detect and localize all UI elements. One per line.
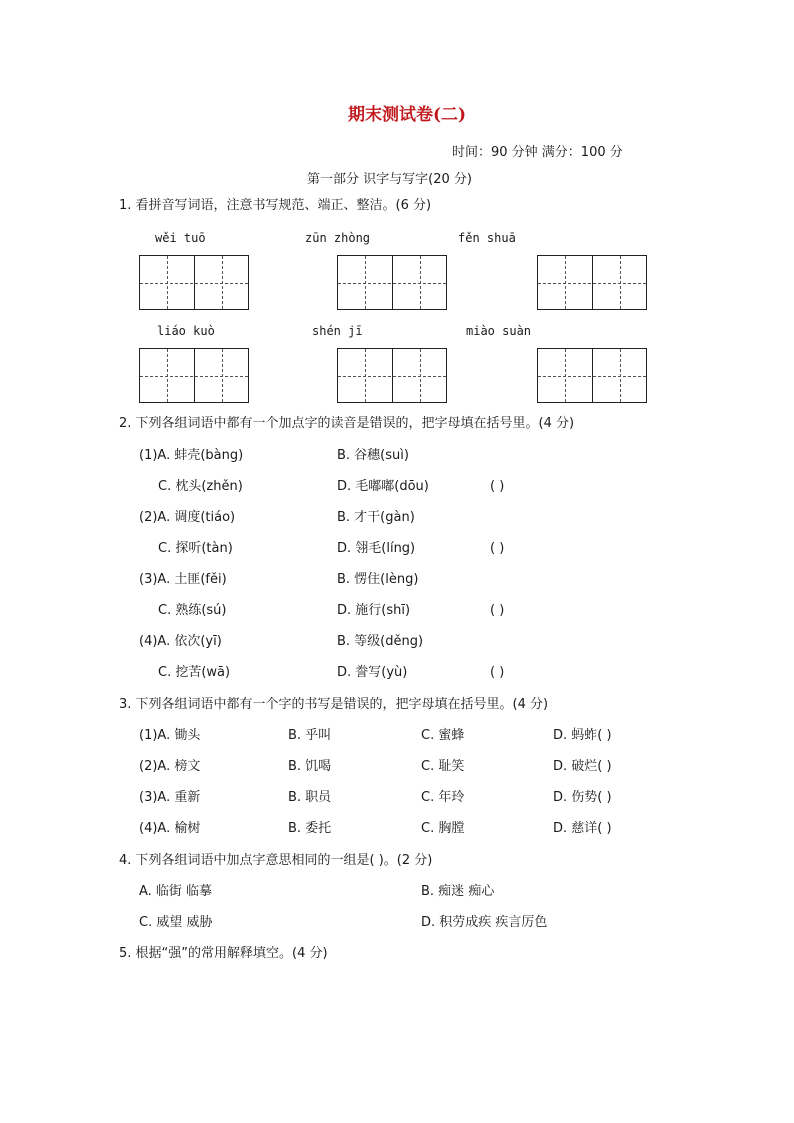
q2-option: B. 谷穗(suì) (337, 448, 409, 463)
q2-option: C. 枕头(zhěn) (158, 479, 243, 494)
q4-option: A. 临街 临摹 (139, 884, 213, 899)
pinyin-label: wěi tuō (155, 231, 206, 245)
pinyin-label: fěn shuā (458, 231, 516, 245)
q2-option: D. 誊写(yù) (337, 665, 408, 680)
q2-option: D. 毛嘟嘟(dōu) (337, 479, 429, 494)
q3-option: B. 饥喝 (288, 759, 332, 774)
q2-option: (4)A. 依次(yī) (139, 634, 222, 649)
answer-paren[interactable]: ( ) (490, 665, 505, 680)
answer-paren[interactable]: ( ) (490, 541, 505, 556)
part-one-heading: 第一部分 识字与写字(20 分) (307, 172, 472, 187)
q4-option: C. 威望 威胁 (139, 915, 213, 930)
q3-option: C. 耻笑 (421, 759, 465, 774)
q4-option: B. 痴迷 痴心 (421, 884, 495, 899)
writing-grid[interactable] (139, 255, 249, 310)
exam-title: 期末测试卷(二) (348, 105, 467, 125)
q2-option: D. 施行(shī) (337, 603, 411, 618)
q3-option: C. 蜜蜂 (421, 728, 465, 743)
q2-option: (2)A. 调度(tiáo) (139, 510, 236, 525)
q3-option: (2)A. 榜文 (139, 759, 201, 774)
q3-option: B. 委托 (288, 821, 332, 836)
pinyin-label: miào suàn (466, 324, 532, 338)
q2-option: B. 才干(gàn) (337, 510, 415, 525)
q3-option: C. 年玲 (421, 790, 465, 805)
writing-grid[interactable] (337, 255, 447, 310)
pinyin-label: liáo kuò (157, 324, 215, 338)
q3-option: B. 职员 (288, 790, 332, 805)
q3-option-with-answer[interactable]: D. 蚂蚱( ) (553, 728, 612, 743)
answer-paren[interactable]: ( ) (490, 479, 505, 494)
q2-option: B. 等级(děng) (337, 634, 424, 649)
q4-prompt[interactable]: 4. 下列各组词语中加点字意思相同的一组是( )。(2 分) (119, 853, 433, 868)
q2-option: D. 翎毛(líng) (337, 541, 416, 556)
pinyin-label: shén jī (312, 324, 363, 338)
q4-option: D. 积劳成疾 疾言厉色 (421, 915, 548, 930)
q3-prompt: 3. 下列各组词语中都有一个字的书写是错误的，把字母填在括号里。(4 分) (119, 697, 549, 712)
time-score-info: 时间：90 分钟 满分：100 分 (452, 145, 623, 160)
q3-option-with-answer[interactable]: D. 慈详( ) (553, 821, 612, 836)
q3-option: (3)A. 重新 (139, 790, 201, 805)
q3-option-with-answer[interactable]: D. 破烂( ) (553, 759, 612, 774)
writing-grid[interactable] (337, 348, 447, 403)
answer-paren[interactable]: ( ) (490, 603, 505, 618)
q2-option: C. 探听(tàn) (158, 541, 233, 556)
writing-grid[interactable] (537, 255, 647, 310)
q3-option-with-answer[interactable]: D. 伤势( ) (553, 790, 612, 805)
q3-option: (1)A. 锄头 (139, 728, 201, 743)
q2-option: C. 挖苦(wā) (158, 665, 231, 680)
q3-option: C. 胸膛 (421, 821, 465, 836)
q3-option: B. 乎叫 (288, 728, 332, 743)
q2-option: (3)A. 土匪(fěi) (139, 572, 227, 587)
q2-option: B. 愣住(lèng) (337, 572, 419, 587)
writing-grid[interactable] (139, 348, 249, 403)
pinyin-label: zūn zhòng (305, 231, 371, 245)
q2-option: (1)A. 蚌壳(bàng) (139, 448, 244, 463)
q2-option: C. 熟练(sú) (158, 603, 227, 618)
writing-grid[interactable] (537, 348, 647, 403)
q2-prompt: 2. 下列各组词语中都有一个加点字的读音是错误的，把字母填在括号里。(4 分) (119, 416, 575, 431)
q5-prompt: 5. 根据“强”的常用解释填空。(4 分) (119, 946, 328, 961)
q1-prompt: 1. 看拼音写词语，注意书写规范、端正、整洁。(6 分) (119, 198, 432, 213)
q3-option: (4)A. 榆树 (139, 821, 201, 836)
